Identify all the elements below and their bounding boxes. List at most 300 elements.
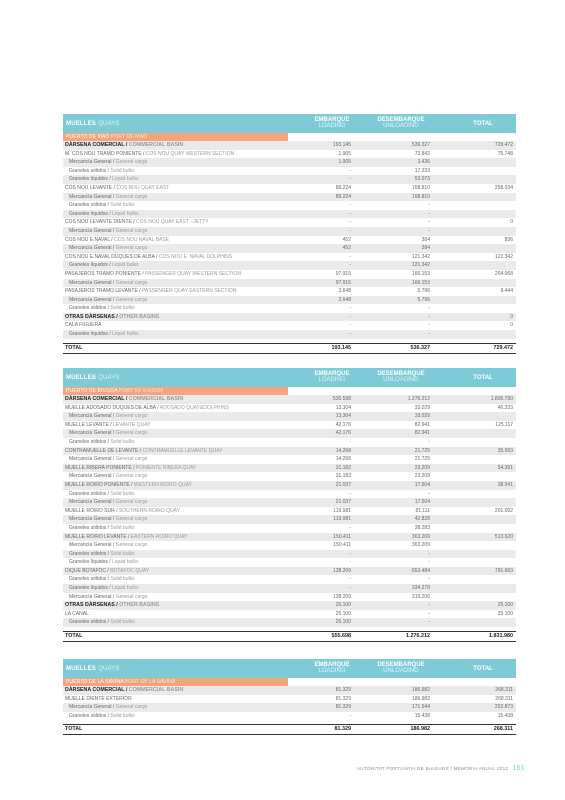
cell-loading: 81.329 bbox=[335, 695, 351, 702]
row-label-es: COS NOU E.NAVAL DUQUES DE ALBA bbox=[65, 253, 155, 260]
row-label-es: PASAJEROS TRAMO LEVANTE bbox=[65, 288, 138, 295]
cell-loading: 1.905 bbox=[338, 159, 351, 166]
cell-total: 264.068 bbox=[494, 270, 513, 277]
cell-unloading: - bbox=[428, 438, 430, 445]
cell-unloading: 33.029 bbox=[414, 404, 430, 411]
row-label: Graneles líquidos / Liquid bulks bbox=[69, 331, 139, 338]
cell-unloading: - bbox=[428, 550, 430, 557]
cell-unloading: 363.209 bbox=[411, 533, 430, 540]
row-label-es: Mercancía General bbox=[69, 430, 112, 437]
cell-unloading: - bbox=[428, 619, 430, 626]
row-label-es: Graneles sólidos bbox=[69, 202, 107, 209]
cell-loading: 138.209 bbox=[332, 567, 351, 574]
row-label-en: General cargo bbox=[115, 245, 148, 252]
row-label: Graneles líquidos / Liquid bulks bbox=[69, 585, 139, 592]
header-quays-label: MUELLES bbox=[66, 121, 97, 127]
table-row bbox=[63, 601, 516, 610]
header-emb-en: LOADING bbox=[318, 123, 346, 129]
row-label bbox=[65, 695, 132, 704]
row-label-en: General cargo bbox=[115, 413, 148, 420]
total-unloading: 186.982 bbox=[410, 726, 430, 733]
total-unloading: 1.276.212 bbox=[406, 633, 430, 640]
row-label: Mercancía General / General cargo bbox=[69, 279, 148, 286]
row-label-es: M. COS NOU TRAMO PONIENTE bbox=[65, 150, 142, 157]
table-row bbox=[63, 541, 516, 550]
row-label-es: Graneles líquidos bbox=[69, 559, 108, 566]
row-label-en: EASTERN RO/RO QUAY bbox=[130, 533, 188, 540]
table-row bbox=[63, 686, 516, 695]
row-label-en: SOUTHERN RO/RO QUAY bbox=[118, 507, 180, 514]
header-quays-label: MUELLES bbox=[66, 666, 97, 672]
header-emb-label: EMBARQUE bbox=[314, 662, 350, 668]
row-label: MUELLE RIBERA PONIENTE / PONIENTE RIBERA QUAY bbox=[65, 464, 197, 471]
row-label-es: MUELLE RIBERA PONIENTE bbox=[65, 464, 132, 471]
row-label: Mercancía General / General cargo bbox=[69, 499, 148, 506]
header-emb bbox=[302, 662, 362, 674]
row-label-en: General cargo bbox=[115, 704, 148, 711]
cell-total: 54.391 bbox=[497, 464, 513, 471]
total-row bbox=[63, 724, 516, 735]
total-loading: 81.329 bbox=[334, 726, 351, 733]
table-row bbox=[63, 184, 516, 193]
cell-unloading: 536.327 bbox=[411, 142, 430, 148]
row-label: PASAJEROS TRAMO LEVANTE / PASSENGER QUAY EASTERN SECTION bbox=[65, 288, 237, 295]
row-label: DÀRSENA COMERCIAL / COMMERCIAL BASIN bbox=[65, 396, 184, 402]
cell-unloading: 168.810 bbox=[411, 193, 430, 200]
row-label: Graneles líquidos / Liquid bulks bbox=[69, 176, 139, 183]
cell-unloading: 73.842 bbox=[414, 150, 430, 157]
cell-loading: - bbox=[349, 524, 351, 531]
cell-total: 25.100 bbox=[497, 610, 513, 617]
cell-total: 258.034 bbox=[494, 184, 513, 191]
row-label-es: COS NOU LEVANTE bbox=[65, 184, 113, 191]
row-label-en: OTHER BASINS bbox=[119, 313, 160, 320]
row-label-en: Solid bulks bbox=[110, 167, 135, 174]
row-label-en: OTHER BASINS bbox=[119, 602, 160, 609]
cell-loading: 1.905 bbox=[338, 150, 351, 157]
row-label: Graneles sólidos / Solid bulks bbox=[69, 550, 135, 557]
row-label-en: General cargo bbox=[115, 159, 148, 166]
table-row bbox=[63, 575, 516, 584]
table-row bbox=[63, 464, 516, 473]
cell-loading: - bbox=[349, 305, 351, 312]
row-label-es: PASAJEROS TRAMO PONIENTE bbox=[65, 270, 141, 277]
port-band bbox=[63, 133, 288, 141]
row-label-es: MUELLE RO/RO SUR bbox=[65, 507, 115, 514]
row-label-en: COS NOU NAVAL BASE bbox=[114, 236, 170, 243]
row-label: Graneles líquidos / Liquid bulks bbox=[69, 210, 139, 217]
row-label: M. COS NOU TRAMO PONIENTE / COS NOU QUAY WESTERN SECTION bbox=[65, 150, 235, 157]
row-label: Mercancía General / General cargo bbox=[69, 227, 148, 234]
table-row bbox=[63, 395, 516, 404]
row-label-en: COS NOU QUAY WESTERN SECTION bbox=[145, 150, 235, 157]
table-row bbox=[63, 218, 516, 227]
row-label-en: ADOSADO QUAY&DOLPHINS bbox=[159, 404, 229, 411]
header-emb-label: EMBARQUE bbox=[314, 117, 350, 123]
cell-loading: 89.224 bbox=[335, 184, 351, 191]
table-row bbox=[63, 158, 516, 167]
table-row bbox=[63, 550, 516, 559]
cell-unloading: 171.544 bbox=[411, 704, 430, 711]
cell-loading: 97.915 bbox=[335, 279, 351, 286]
cell-loading: - bbox=[349, 202, 351, 209]
cell-total: 268.311 bbox=[495, 695, 513, 702]
header-quays bbox=[66, 375, 120, 381]
row-label-es: OTRAS DÀRSENAS bbox=[65, 313, 115, 320]
total-loading: 193.145 bbox=[331, 344, 351, 351]
total-total: 268.311 bbox=[493, 726, 513, 733]
cell-loading: 150.411 bbox=[333, 542, 351, 549]
header-des-label: DESEMBARQUE bbox=[377, 662, 425, 668]
cell-loading: 25.100 bbox=[335, 610, 351, 617]
row-label-en: Solid bulks bbox=[110, 550, 135, 557]
row-label-es: Mercancía General bbox=[69, 499, 112, 506]
cell-unloading: 23.209 bbox=[414, 464, 430, 471]
row-label: PASAJEROS TRAMO PONIENTE / PASSENGER QUAY WESTERN SECTION bbox=[65, 270, 241, 277]
row-label-en: COMMERCIAL BASIN bbox=[128, 142, 184, 148]
row-label: Graneles sólidos / Solid bulks bbox=[69, 305, 135, 312]
row-label-es: Graneles sólidos bbox=[69, 524, 107, 531]
total-total: 1.831.980 bbox=[489, 633, 513, 640]
row-label: COS NOU E.NAVAL DUQUES DE ALBA / COS NOU E. NAVAL DOLPHINS bbox=[65, 253, 233, 260]
table-row bbox=[63, 404, 516, 413]
table-mao bbox=[63, 114, 516, 354]
row-label: MUELLE RO/RO PONIENTE / WESTERN RO/RO QUAY bbox=[65, 481, 192, 488]
cell-loading: 3.648 bbox=[338, 288, 351, 295]
cell-total: 125.117 bbox=[495, 421, 513, 428]
row-label-en: COS NOU E. NAVAL DOLPHINS bbox=[158, 253, 233, 260]
cell-unloading: - bbox=[428, 331, 430, 338]
total-loading: 555.698 bbox=[331, 633, 351, 640]
table-row bbox=[63, 330, 516, 339]
cell-unloading: 17.333 bbox=[414, 167, 430, 174]
row-label-en: Solid bulks bbox=[110, 524, 135, 531]
header-total: TOTAL bbox=[473, 666, 493, 672]
cell-total: 75.748 bbox=[497, 150, 513, 157]
cell-loading: - bbox=[349, 253, 351, 260]
row-label: Graneles sólidos / Solid bulks bbox=[69, 202, 135, 209]
footer bbox=[357, 765, 525, 772]
row-label-es: Mercancía General bbox=[69, 227, 112, 234]
row-label-es: OTRAS DÀRSENAS bbox=[65, 602, 115, 609]
cell-unloading: 23.209 bbox=[414, 473, 430, 480]
cell-unloading: 121.342 bbox=[411, 253, 430, 260]
row-label: Graneles sólidos / Solid bulks bbox=[69, 712, 135, 719]
cell-total: 1.806.790 bbox=[490, 396, 513, 402]
row-label-es: CALA FIGUERA bbox=[65, 322, 102, 329]
cell-total: 25.100 bbox=[497, 602, 513, 609]
cell-unloading: 21.725 bbox=[414, 447, 430, 454]
table-row bbox=[63, 421, 516, 430]
row-label-en: General cargo bbox=[115, 193, 148, 200]
row-label-es: Mercancía General bbox=[69, 159, 112, 166]
row-label: DÀRSENA COMERCIAL / COMMERCIAL BASIN bbox=[65, 142, 184, 148]
row-label-en: PASSENGER QUAY EASTERN SECTION bbox=[141, 288, 237, 295]
cell-unloading: 38.283 bbox=[414, 524, 430, 531]
cell-unloading: 653.484 bbox=[411, 567, 430, 574]
cell-unloading: - bbox=[428, 313, 430, 320]
row-label-en: LEVANTE QUAY bbox=[112, 421, 151, 428]
cell-unloading: - bbox=[428, 559, 430, 566]
header-quays bbox=[66, 121, 120, 127]
cell-unloading: - bbox=[428, 490, 430, 497]
row-label: Mercancía General / General cargo bbox=[69, 296, 148, 303]
port-band bbox=[63, 678, 288, 686]
cell-unloading: 81.111 bbox=[415, 507, 430, 514]
cell-unloading: 17.504 bbox=[414, 499, 430, 506]
table-savina bbox=[63, 659, 516, 735]
cell-unloading: 5.796 bbox=[417, 288, 430, 295]
header-des-label: DESEMBARQUE bbox=[377, 117, 425, 123]
row-label: Graneles sólidos / Solid bulks bbox=[69, 619, 135, 626]
row-label: Mercancía General / General cargo bbox=[69, 704, 148, 711]
footer-text: AUTORITAT PORTUÀRIA DE BALEARS / MEMÒRIA ANUAL 2012 bbox=[356, 766, 509, 771]
row-label bbox=[65, 610, 89, 619]
row-label-es: DIQUE BOTAFOC bbox=[65, 567, 107, 574]
cell-unloading: - bbox=[428, 227, 430, 234]
cell-total: 836 bbox=[504, 236, 513, 243]
cell-unloading: 17.504 bbox=[414, 481, 430, 488]
row-label: Mercancía General / General cargo bbox=[69, 430, 148, 437]
header-total: TOTAL bbox=[473, 375, 493, 381]
header-des bbox=[363, 662, 439, 674]
row-label-en: PONIENTE RIBERA QUAY bbox=[135, 464, 197, 471]
table-row bbox=[63, 481, 516, 490]
cell-total: 201.092 bbox=[494, 507, 513, 514]
cell-loading: 42.176 bbox=[335, 421, 351, 428]
total-label: TOTAL bbox=[65, 633, 83, 640]
cell-total: 791.693 bbox=[494, 567, 513, 574]
cell-loading: 31.182 bbox=[335, 473, 351, 480]
cell-loading: - bbox=[349, 559, 351, 566]
table-row bbox=[63, 472, 516, 481]
cell-loading: 42.176 bbox=[335, 430, 351, 437]
cell-total: 252.873 bbox=[494, 704, 513, 711]
cell-loading: 13.304 bbox=[335, 404, 351, 411]
row-label: Graneles sólidos / Solid bulks bbox=[69, 438, 135, 445]
row-label: Graneles líquidos / Liquid bulks bbox=[69, 559, 139, 566]
cell-loading: 119.981 bbox=[333, 507, 351, 514]
row-label-en: General cargo bbox=[115, 227, 148, 234]
row-label-en: General cargo bbox=[115, 473, 148, 480]
row-label-en: General cargo bbox=[115, 279, 148, 286]
table-row bbox=[63, 141, 516, 150]
total-total: 729.472 bbox=[493, 344, 513, 351]
row-label-en: Liquid bulks bbox=[112, 559, 139, 566]
row-label-es: Mercancía General bbox=[69, 193, 112, 200]
table-row bbox=[63, 261, 516, 270]
table-row bbox=[63, 321, 516, 330]
header-emb-en: LOADING bbox=[318, 377, 346, 383]
table-row bbox=[63, 201, 516, 210]
row-label bbox=[65, 321, 101, 330]
header-des-en: UNLOADING bbox=[383, 377, 419, 383]
row-label: COS NOU E.NAVAL / COS NOU NAVAL BASE bbox=[65, 236, 170, 243]
cell-unloading: 21.725 bbox=[414, 456, 430, 463]
cell-unloading: 319.206 bbox=[411, 593, 430, 600]
table-row bbox=[63, 429, 516, 438]
row-label-en: Liquid bulks bbox=[112, 331, 139, 338]
row-label-es: Mercancía General bbox=[69, 516, 112, 523]
cell-loading: - bbox=[349, 438, 351, 445]
table-row bbox=[63, 313, 516, 322]
header-des-label: DESEMBARQUE bbox=[377, 371, 425, 377]
cell-loading: - bbox=[349, 262, 351, 269]
table-row bbox=[63, 498, 516, 507]
cell-loading: 21.037 bbox=[335, 499, 351, 506]
row-label-en: Solid bulks bbox=[110, 202, 135, 209]
row-label-en: Liquid bulks bbox=[112, 210, 139, 217]
row-label-es: Mercancía General bbox=[69, 542, 112, 549]
table-row bbox=[63, 304, 516, 313]
table-row bbox=[63, 455, 516, 464]
table-row bbox=[63, 695, 516, 704]
table-row bbox=[63, 210, 516, 219]
cell-total: 9.444 bbox=[500, 288, 513, 295]
row-label-es: DÀRSENA COMERCIAL bbox=[65, 687, 125, 693]
row-label-en: General cargo bbox=[115, 499, 148, 506]
cell-unloading: - bbox=[428, 219, 430, 226]
header-des bbox=[363, 117, 439, 129]
row-label-es: Graneles sólidos bbox=[69, 619, 107, 626]
total-row bbox=[63, 343, 516, 354]
header-emb-en: LOADING bbox=[318, 668, 346, 674]
row-label: Mercancía General / General cargo bbox=[69, 593, 148, 600]
table-row bbox=[63, 447, 516, 456]
row-label: MUELLE ADOSADO DUQUES DE ALBA / ADOSADO QUAY&DOLPHINS bbox=[65, 404, 229, 411]
row-label-es: Mercancía General bbox=[69, 296, 112, 303]
cell-total: 0 bbox=[510, 322, 513, 329]
cell-unloading: 82.941 bbox=[414, 430, 430, 437]
row-label-es: Mercancía General bbox=[69, 413, 112, 420]
cell-unloading: - bbox=[428, 210, 430, 217]
row-label: Mercancía General / General cargo bbox=[69, 245, 148, 252]
row-label-en: Solid bulks bbox=[110, 619, 135, 626]
row-label-es: Mercancía General bbox=[69, 593, 112, 600]
cell-unloading: - bbox=[428, 576, 430, 583]
row-label-es: MUELLE DIENTE EXTERIOR bbox=[65, 695, 132, 702]
row-label: Mercancía General / General cargo bbox=[69, 473, 148, 480]
row-label: Mercancía General / General cargo bbox=[69, 193, 148, 200]
header-total: TOTAL bbox=[473, 121, 493, 127]
row-label-en: Solid bulks bbox=[110, 438, 135, 445]
cell-unloading: - bbox=[428, 322, 430, 329]
cell-total: 513.620 bbox=[494, 533, 513, 540]
cell-total: 121.342 bbox=[494, 253, 513, 260]
cell-loading: 97.915 bbox=[335, 270, 351, 277]
cell-unloading: 5.796 bbox=[417, 296, 430, 303]
row-label-es: Mercancía General bbox=[69, 473, 112, 480]
row-label: Graneles sólidos / Solid bulks bbox=[69, 490, 135, 497]
row-label: Mercancía General / General cargo bbox=[69, 413, 148, 420]
row-label: DÀRSENA COMERCIAL / COMMERCIAL BASIN bbox=[65, 687, 184, 693]
table-row bbox=[63, 490, 516, 499]
cell-loading: 14.268 bbox=[335, 447, 351, 454]
cell-loading: - bbox=[349, 210, 351, 217]
row-label-es: Graneles líquidos bbox=[69, 176, 108, 183]
table-row bbox=[63, 610, 516, 619]
row-label-es: Graneles sólidos bbox=[69, 550, 107, 557]
header-quays-en: QUAYS bbox=[98, 666, 120, 672]
row-label-es: Graneles líquidos bbox=[69, 585, 108, 592]
row-label-en: Solid bulks bbox=[110, 490, 135, 497]
cell-loading: 13.304 bbox=[335, 413, 351, 420]
row-label-en: General cargo bbox=[115, 296, 148, 303]
cell-total: 15.438 bbox=[497, 712, 513, 719]
port-name: PUERTO DE LA SAVINA bbox=[66, 679, 124, 685]
cell-loading: - bbox=[349, 550, 351, 557]
cell-total: 46.333 bbox=[497, 404, 513, 411]
row-label-en: Liquid bulks bbox=[112, 176, 139, 183]
header-quays bbox=[66, 666, 120, 672]
header-quays-label: MUELLES bbox=[66, 375, 97, 381]
row-label: Graneles líquidos / Liquid bulks bbox=[69, 262, 139, 269]
cell-loading: - bbox=[349, 322, 351, 329]
row-label: MUELLE LEVANTE / LEVANTE QUAY bbox=[65, 421, 151, 428]
cell-loading: - bbox=[349, 167, 351, 174]
row-label-es: Graneles sólidos bbox=[69, 490, 107, 497]
cell-loading: 81.329 bbox=[335, 704, 351, 711]
port-name-en: PORT OF EIVISSA bbox=[118, 388, 164, 394]
total-label: TOTAL bbox=[65, 726, 83, 733]
row-label-en: COMMERCIAL BASIN bbox=[128, 396, 184, 402]
cell-unloading: 42.828 bbox=[414, 516, 430, 523]
table-row bbox=[63, 412, 516, 421]
row-label: Mercancía General / General cargo bbox=[69, 159, 148, 166]
cell-loading: 138.209 bbox=[332, 593, 351, 600]
cell-loading: - bbox=[349, 576, 351, 583]
row-label: COS NOU LEVANTE / COS NOU QUAY EAST bbox=[65, 184, 170, 191]
table-row bbox=[63, 618, 516, 627]
port-band bbox=[63, 387, 288, 395]
row-label: OTRAS DÀRSENAS / OTHER BASINS bbox=[65, 602, 160, 609]
cell-total: 35.993 bbox=[497, 447, 513, 454]
cell-loading: 119.981 bbox=[333, 516, 351, 523]
row-label-es: Mercancía General bbox=[69, 245, 112, 252]
header-emb bbox=[302, 117, 362, 129]
table-row bbox=[63, 253, 516, 262]
row-label-es: Mercancía General bbox=[69, 704, 112, 711]
table-row bbox=[63, 270, 516, 279]
row-label: COS NOU LEVANTE DIENTE / COS NOU QUAY EAST - JETTY bbox=[65, 219, 209, 226]
table-row bbox=[63, 175, 516, 184]
row-label-es: COS NOU LEVANTE DIENTE bbox=[65, 219, 132, 226]
table-row bbox=[63, 227, 516, 236]
port-name: PUERTO DE MAÓ bbox=[66, 134, 110, 140]
cell-unloading: 384 bbox=[421, 245, 430, 252]
row-label-es: Graneles sólidos bbox=[69, 712, 107, 719]
cell-loading: 3.648 bbox=[338, 296, 351, 303]
row-label-es: MUELLE RO/RO LEVANTE bbox=[65, 533, 127, 540]
cell-loading: 25.100 bbox=[335, 619, 351, 626]
cell-unloading: 363.209 bbox=[411, 542, 430, 549]
cell-total: 0 bbox=[510, 313, 513, 320]
total-label: TOTAL bbox=[65, 344, 83, 351]
cell-loading: 81.329 bbox=[335, 687, 351, 693]
row-label-en: Solid bulks bbox=[110, 576, 135, 583]
table-row bbox=[63, 193, 516, 202]
cell-loading: - bbox=[349, 176, 351, 183]
table-row bbox=[63, 703, 516, 712]
cell-loading: - bbox=[349, 313, 351, 320]
cell-unloading: - bbox=[428, 202, 430, 209]
row-label-es: Graneles líquidos bbox=[69, 210, 108, 217]
row-label-es: MUELLE ADOSADO DUQUES DE ALBA bbox=[65, 404, 156, 411]
cell-loading: 150.411 bbox=[333, 533, 351, 540]
cell-unloading: 15.438 bbox=[414, 712, 430, 719]
row-label: Graneles sólidos / Solid bulks bbox=[69, 524, 135, 531]
table-row bbox=[63, 236, 516, 245]
